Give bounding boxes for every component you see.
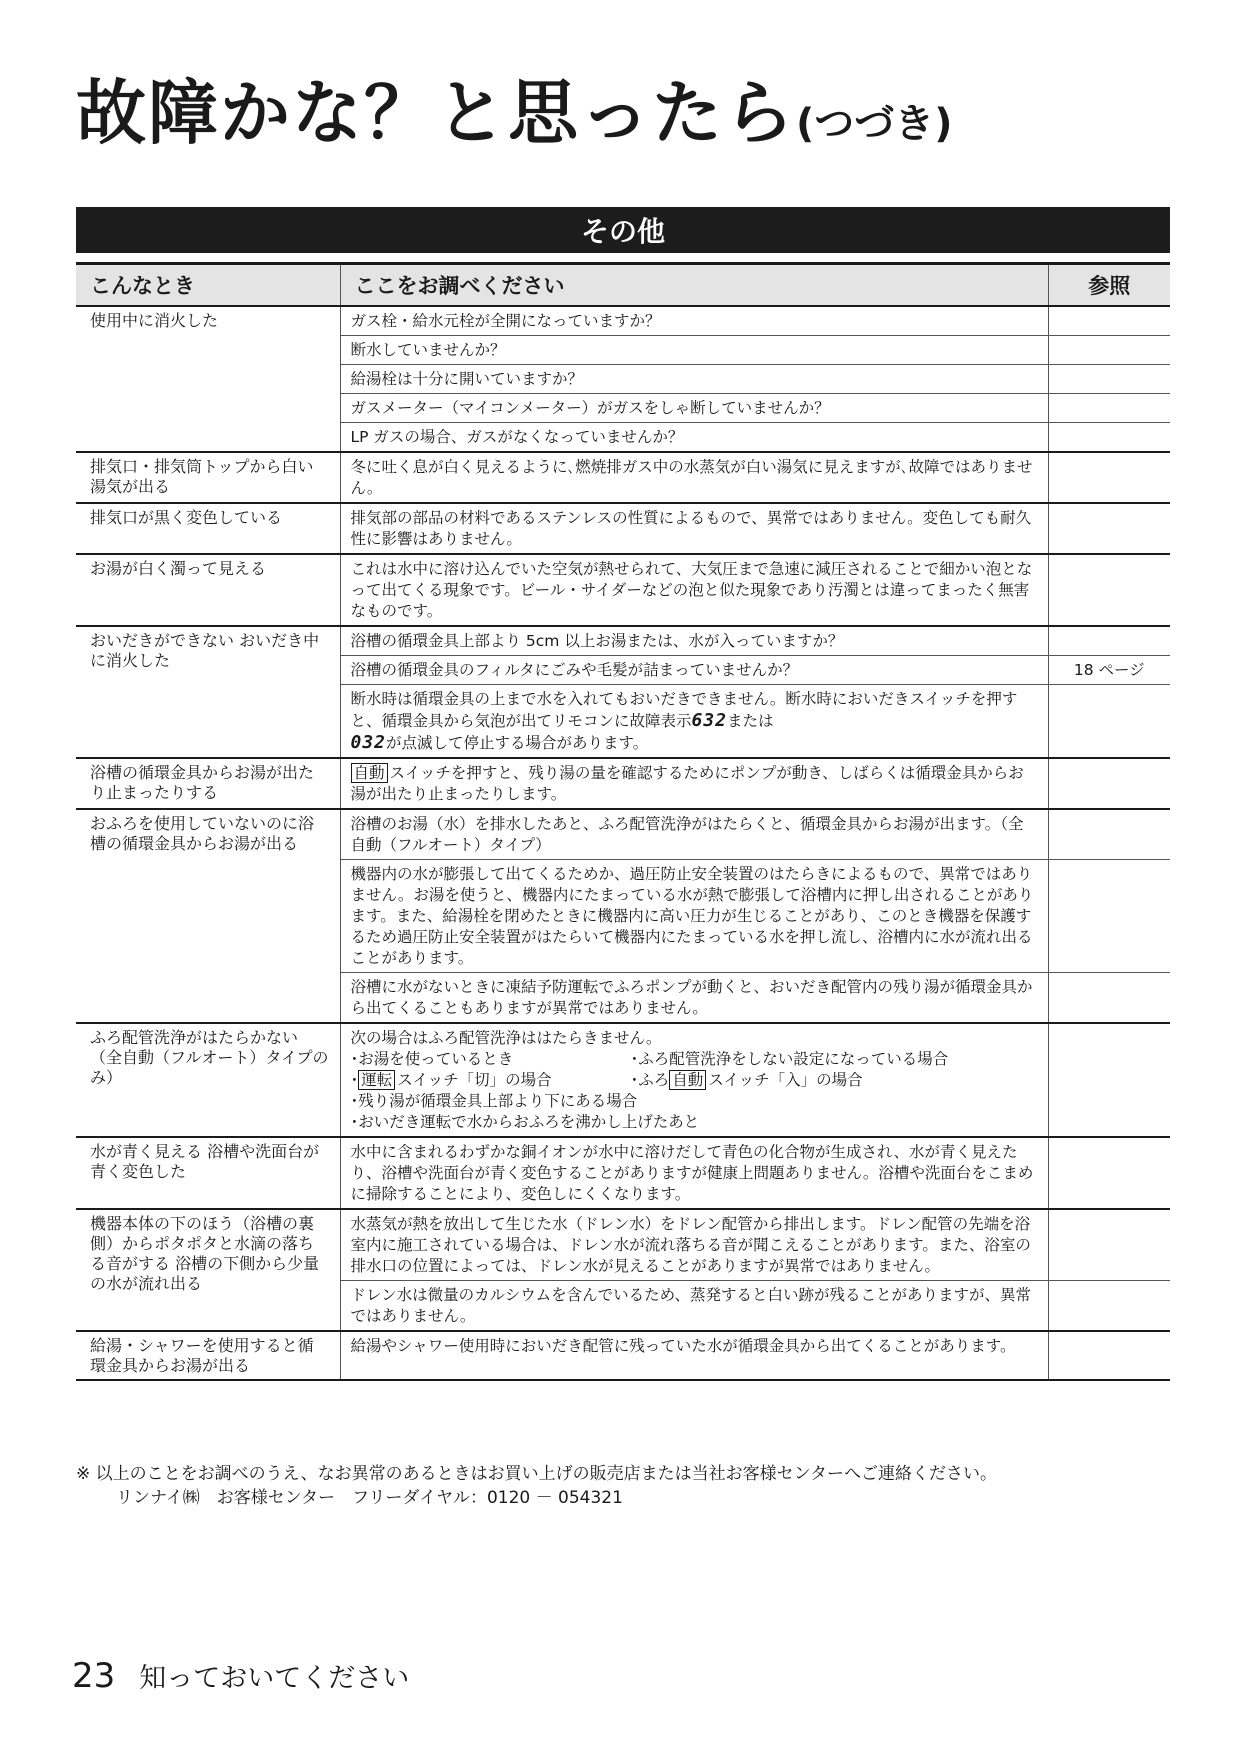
condition-line — [351, 1049, 1038, 1070]
symptom-cell: 水が青く見える 浴槽や洗面台が青く変色した — [76, 1137, 340, 1209]
check-text: 次の場合はふろ配管洗浄ははたらきません。 — [350, 1029, 662, 1047]
ref-cell — [1048, 503, 1170, 554]
customer-center-line: リンナイ㈱ お客様センター フリーダイヤル：0120 － 054321 — [116, 1488, 623, 1508]
ref-cell — [1048, 626, 1170, 656]
header-check: ここをお調べください — [340, 264, 1048, 307]
header-when: こんなとき — [76, 264, 340, 307]
condition-item — [351, 1070, 631, 1091]
table-row — [76, 306, 1170, 336]
table-row — [76, 1209, 1170, 1281]
check-cell: 断水していませんか？ — [340, 336, 1048, 365]
check-cell: ガス栓・給水元栓が全開になっていますか？ — [340, 306, 1048, 336]
page-title-suffix: (つづき) — [796, 101, 953, 147]
check-cell — [340, 758, 1048, 809]
ref-cell — [1048, 1281, 1170, 1332]
page-number: 23 — [72, 1656, 116, 1696]
ref-cell — [1048, 1023, 1170, 1137]
ref-cell — [1048, 452, 1170, 503]
symptom-cell: 機器本体の下のほう（浴槽の裏側）からポタポタと水滴の落ちる音がする 浴槽の下側から少量の水が流れ出る — [76, 1209, 340, 1331]
page-section-title: 知っておいてください — [139, 1663, 410, 1694]
check-cell: 浴槽の循環金具上部より 5cm 以上お湯または、水が入っていますか？ — [340, 626, 1048, 656]
check-cell: ドレン水は微量のカルシウムを含んでいるため、蒸発すると白い跡が残ることがありますが、異常ではありません。 — [340, 1281, 1048, 1332]
symptom-cell: 給湯・シャワーを使用すると循環金具からお湯が出る — [76, 1331, 340, 1380]
symptom-cell: 浴槽の循環金具からお湯が出たり止まったりする — [76, 758, 340, 809]
check-cell: 給湯栓は十分に開いていますか？ — [340, 365, 1048, 394]
symptom-cell: 使用中に消火した — [76, 306, 340, 452]
ref-cell — [1048, 423, 1170, 453]
table-row — [76, 809, 1170, 860]
symptom-cell: 排気口が黒く変色している — [76, 503, 340, 554]
ref-cell — [1048, 973, 1170, 1024]
symptom-cell: お湯が白く濁って見える — [76, 554, 340, 626]
table-header-row — [76, 264, 1170, 307]
check-cell — [340, 1023, 1048, 1137]
auto-switch-key: 自動 — [351, 763, 388, 783]
condition-item: ･残り湯が循環金具上部より下にある場合 — [350, 1092, 638, 1110]
table-row — [76, 626, 1170, 656]
error-code-display: 632 — [691, 710, 728, 731]
check-cell: ガスメーター（マイコンメーター）がガスをしゃ断していませんか？ — [340, 394, 1048, 423]
condition-text: ･ふろ — [630, 1071, 670, 1089]
table-row — [76, 1137, 1170, 1209]
check-cell: LP ガスの場合、ガスがなくなっていませんか？ — [340, 423, 1048, 453]
auto-switch-key: 自動 — [669, 1070, 706, 1090]
check-cell: 給湯やシャワー使用時においだき配管に残っていた水が循環金具から出てくることがあります。 — [340, 1331, 1048, 1380]
check-text: または — [727, 712, 774, 730]
ref-cell — [1048, 1209, 1170, 1281]
table-row — [76, 554, 1170, 626]
table-row — [76, 758, 1170, 809]
ref-cell — [1048, 1137, 1170, 1209]
ref-cell — [1048, 809, 1170, 860]
condition-item — [631, 1070, 863, 1091]
table-row — [76, 1023, 1170, 1137]
header-ref: 参照 — [1048, 264, 1170, 307]
check-cell: 水蒸気が熱を放出して生じた水（ドレン水）をドレン配管から排出します。ドレン配管の先端を浴室内に施工されている場合は、ドレン水が流れ落ちる音が聞こえることがあります。また、浴室の排水口の位置によっては、ドレン水が見えることがありますが異常ではありません。 — [340, 1209, 1048, 1281]
check-cell: 浴槽のお湯（水）を排水したあと、ふろ配管洗浄がはたらくと、循環金具からお湯が出ます。（全自動（フルオート）タイプ） — [340, 809, 1048, 860]
table-row — [76, 1331, 1170, 1380]
ref-cell — [1048, 554, 1170, 626]
troubleshooting-table — [76, 262, 1170, 1381]
section-header: その他 — [76, 207, 1170, 253]
ref-cell — [1048, 758, 1170, 809]
check-cell: 冬に吐く息が白く見えるように､燃焼排ガス中の水蒸気が白い湯気に見えますが､故障ではありません。 — [340, 452, 1048, 503]
bullet: ･ — [350, 1071, 359, 1089]
table-row — [76, 503, 1170, 554]
check-cell: 浴槽に水がないときに凍結予防運転でふろポンプが動くと、おいだき配管内の残り湯が循環金具から出てくることもありますが異常ではありません。 — [340, 973, 1048, 1024]
page-title-main: 故障かな？と思ったら — [76, 72, 796, 154]
page-title — [76, 72, 953, 154]
check-text: が点滅して停止する場合があります。 — [386, 734, 649, 752]
symptom-cell: ふろ配管洗浄がはたらかない（全自動（フルオート）タイプのみ） — [76, 1023, 340, 1137]
page-footer — [72, 1656, 409, 1696]
check-cell: これは水中に溶け込んでいた空気が熱せられて、大気圧まで急速に減圧されることで細かい泡となって出てくる現象です。ビール・サイダーなどの泡と似た現象であり汚濁とは違ってまったく無害なものです。 — [340, 554, 1048, 626]
condition-item: ･お湯を使っているとき — [350, 1050, 514, 1068]
contact-note-line: ※ 以上のことをお調べのうえ、なお異常のあるときはお買い上げの販売店または当社お客様センターへご連絡ください。 — [76, 1464, 997, 1484]
ref-cell — [1048, 394, 1170, 423]
condition-line — [351, 1070, 1038, 1091]
ref-cell-page-link: 18 ページ — [1048, 656, 1170, 685]
table-row — [76, 452, 1170, 503]
ref-cell — [1048, 860, 1170, 973]
symptom-cell: 排気口・排気筒トップから白い湯気が出る — [76, 452, 340, 503]
power-switch-key: 運転 — [358, 1070, 395, 1090]
condition-item: ･ふろ配管洗浄をしない設定になっている場合 — [630, 1050, 949, 1068]
condition-text: スイッチ「切」の場合 — [397, 1071, 552, 1089]
symptom-cell: おいだきができない おいだき中に消火した — [76, 626, 340, 758]
ref-cell — [1048, 1331, 1170, 1380]
ref-cell — [1048, 306, 1170, 336]
check-cell: 水中に含まれるわずかな銅イオンが水中に溶けだして青色の化合物が生成され、水が青く見えたり、浴槽や洗面台が青く変色することがありますが健康上問題ありません。浴槽や洗面台をこまめに掃除することにより、変色しにくくなります。 — [340, 1137, 1048, 1209]
ref-cell — [1048, 336, 1170, 365]
check-cell: 機器内の水が膨張して出てくるためか、過圧防止安全装置のはたらきによるもので、異常ではありません。お湯を使うと、機器内にたまっている水が熱で膨張して浴槽内に押し出されることがあります。また、給湯栓を閉めたときに機器内に高い圧力が生じることがあり、このとき機器を保護するため過圧防止安全装置がはたらいて機器内にたまっている水を押し流し、浴槽内に水が流れ出ることがあります。 — [340, 860, 1048, 973]
contact-note — [76, 1462, 997, 1510]
check-text: 断水時は循環金具の上まで水を入れてもおいだきできません。断水時においだきスイッチを押すと、循環金具から気泡が出てリモコンに故障表示 — [350, 690, 1018, 730]
ref-cell — [1048, 365, 1170, 394]
check-cell: 浴槽の循環金具のフィルタにごみや毛髪が詰まっていませんか？ — [340, 656, 1048, 685]
ref-cell — [1048, 685, 1170, 759]
check-cell: 排気部の部品の材料であるステンレスの性質によるもので、異常ではありません。変色しても耐久性に影響はありません。 — [340, 503, 1048, 554]
check-cell — [340, 685, 1048, 759]
condition-item: ･おいだき運転で水からおふろを沸かし上げたあと — [350, 1113, 700, 1131]
check-text: スイッチを押すと、残り湯の量を確認するためにポンプが動き、しばらくは循環金具からお湯が出たり止まったりします。 — [350, 764, 1024, 803]
symptom-cell: おふろを使用していないのに浴槽の循環金具からお湯が出る — [76, 809, 340, 1023]
error-code-display: 032 — [350, 732, 387, 753]
condition-text: スイッチ「入」の場合 — [708, 1071, 863, 1089]
